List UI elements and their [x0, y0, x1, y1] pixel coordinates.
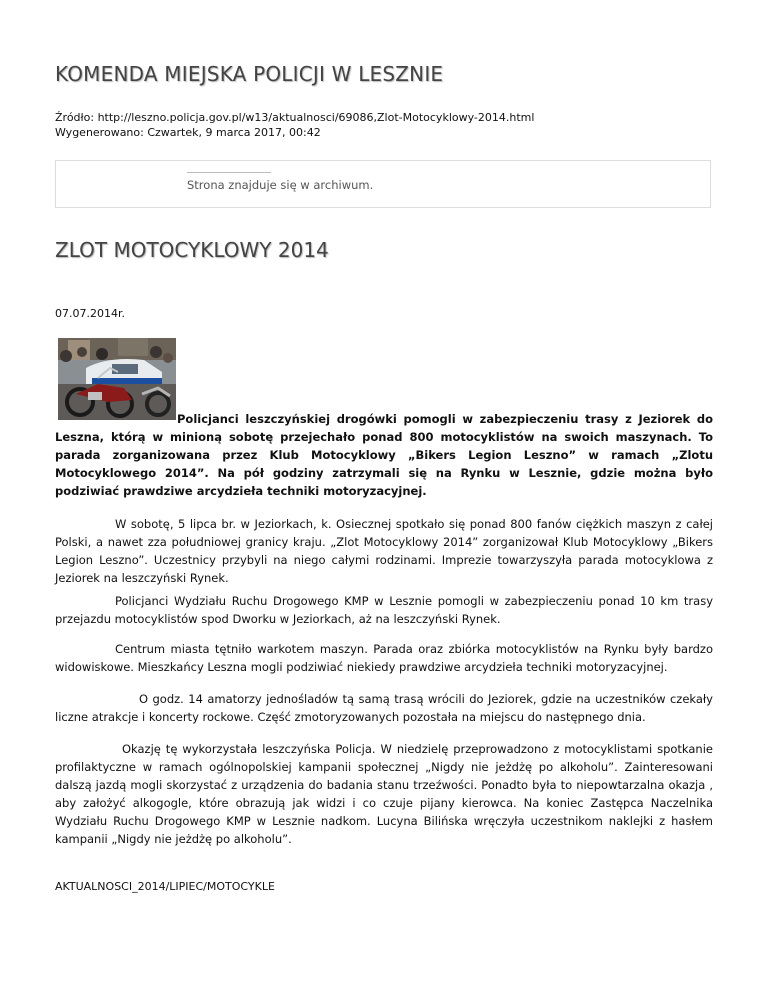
article-paragraph-1 [55, 515, 713, 587]
page-meta [55, 110, 534, 140]
article-paragraph-3 [55, 640, 713, 676]
article-date: 07.07.2014r. [55, 307, 125, 320]
article-paragraph-5 [55, 740, 713, 848]
article-paragraph-2 [55, 592, 713, 628]
paragraph-text: Okazję tę wykorzystała leszczyńska Policja. W niedzielę przeprowadzono z motocyklistami spotkanie profilaktyczne w ramach ogólnopolskiej kampanii społecznej „Nigdy nie jeżdżę po alkoholu”. Zainteresowani dalszą jazdą mogli skorzystać z urządzenia do badania stanu trzeźwości. Ponadto była to niepowtarzalna okazja , aby założyć alkogogle, które obrazują jak widzi i co czuje pijany kierowca. Na koniec Zastępca Naczelnika Wydziału Ruchu Drogowego KMP w Lesznie nadkom. Lucyna Bilińska wręczyła uczestnikom naklejki z hasłem kampanii „Nigdy nie jeżdżę po alkoholu”. [55, 742, 713, 846]
category-path: AKTUALNOSCI_2014/LIPIEC/MOTOCYKLE [55, 880, 275, 893]
paragraph-text: O godz. 14 amatorzy jednośladów tą samą trasą wrócili do Jeziorek, gdzie na uczestników czekały liczne atrakcje i koncerty rockowe. Część zmotoryzowanych pozostała na miejscu do następnego dnia. [55, 692, 713, 724]
article-lead [55, 410, 713, 500]
archive-notice: Strona znajduje się w archiwum. [187, 178, 374, 192]
article-title: ZLOT MOTOCYKLOWY 2014 [55, 238, 329, 262]
paragraph-text: Policjanci Wydziału Ruchu Drogowego KMP w Lesznie pomogli w zabezpieczeniu ponad 10 km trasy przejazdu motocyklistów spod Dworku w Jeziorkach, aż na leszczyński Rynek. [55, 594, 713, 626]
archive-notice-box [55, 160, 711, 208]
article-photo[interactable] [58, 338, 176, 420]
paragraph-text: Centrum miasta tętniło warkotem maszyn. Parada oraz zbiórka motocyklistów na Rynku były bardzo widowiskowe. Mieszkańcy Leszna mogli podziwiać niekiedy prawdziwe arcydzieła techniki motoryzacyjnej. [55, 642, 713, 674]
archive-divider [187, 172, 271, 173]
article-paragraph-4 [55, 690, 713, 726]
generated-line: Wygenerowano: Czwartek, 9 marca 2017, 00:42 [55, 126, 321, 139]
site-title: KOMENDA MIEJSKA POLICJI W LESZNIE [55, 62, 444, 86]
source-line: Źródło: http://leszno.policja.gov.pl/w13/aktualnosci/69086,Zlot-Motocyklowy-2014.html [55, 111, 535, 124]
article-lead-text: Policjanci leszczyńskiej drogówki pomogli w zabezpieczeniu trasy z Jeziorek do Leszna, którą w minioną sobotę przejechało ponad 800 motocyklistów na swoich maszynach. To parada zorganizowana przez Klub Motocyklowy „Bikers Legion Leszno” w ramach „Zlotu Motocyklowego 2014”. Na pół godziny zatrzymali się na Rynku w Lesznie, gdzie można było podziwiać prawdziwe arcydzieła techniki motoryzacyjnej. [55, 412, 713, 498]
paragraph-text: W sobotę, 5 lipca br. w Jeziorkach, k. Osiecznej spotkało się ponad 800 fanów ciężkich maszyn z całej Polski, a nawet zza południowej granicy kraju. „Zlot Motocyklowy 2014” zorganizował Klub Motocyklowy „Bikers Legion Leszno”. Uczestnicy przybyli na niego całymi rodzinami. Imprezie towarzyszyła parada motocyklowa z Jeziorek na leszczyński Rynek. [55, 517, 713, 585]
